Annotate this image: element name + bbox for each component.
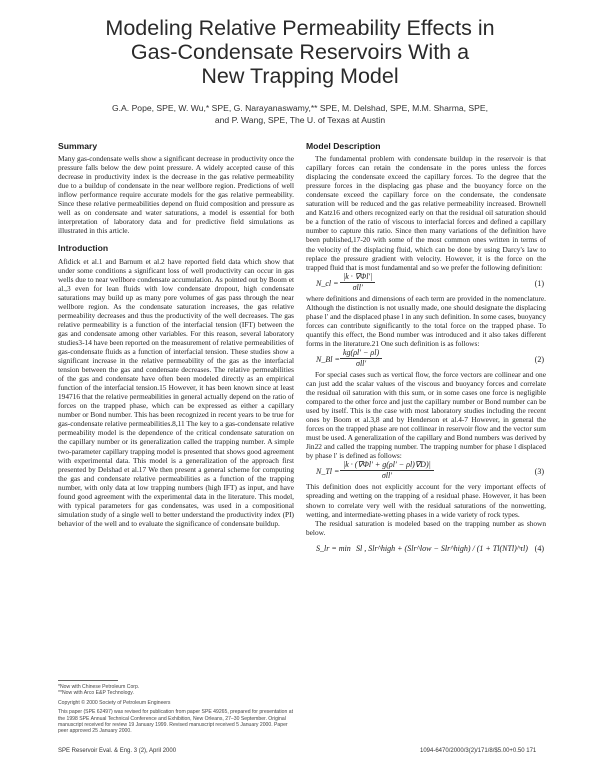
eq2-denominator: σll′ — [356, 358, 367, 368]
eq2-numerator: kg(ρl′ − ρl) — [340, 348, 382, 359]
eq3-denominator: σll′ — [381, 471, 392, 481]
footnote: *Now with Chinese Petroleum Corp. — [58, 684, 140, 690]
equation-1 — [306, 272, 546, 294]
model-heading: Model Description — [306, 141, 381, 151]
equation-4 — [306, 537, 546, 559]
paper-history: This paper (SPE 62497) was revised for publication from paper SPE 49265, prepared for presentation at the 1998 SPE Annual Technical Conference and Exhibition, New Orleans, 27–30 September. Original manuscript received for review 19 January 1999. Revised manuscript received 5 January 2000. Paper peer approved 25 January 2000. — [58, 709, 294, 735]
footnote: **Now with Arco E&P Technology. — [58, 690, 134, 697]
copyright: Copyright © 2000 Society of Petroleum Engineers — [58, 699, 171, 706]
eq2-lhs: N_Bl = — [316, 354, 340, 364]
title-line: New Trapping Model — [201, 64, 399, 88]
eq4-body: Sl , Slr^high + (Slr^low − Slr^high) / (1 + Tl(NTl)^τl) — [356, 543, 528, 553]
eq1-denominator: σll′ — [352, 282, 363, 292]
title-line: Gas-Condensate Reservoirs With a — [130, 40, 470, 64]
summary-heading: Summary — [58, 141, 98, 151]
model-paragraph-3: For special cases such as vertical flow, the force vectors are collinear and one can just add the scalar values of the viscous and buoyancy forces and correlate the residual oil saturation with this sum, or in some cases one force is negligible compared to the other force and just the capillary number or Bond number can be used by itself. This is the case with most laboratory studies including the recent ones by Boom et al.3,8 and by Henderson et al.4-7 However, in general the forces on the trapped phase are not collinear in reservoir flow and the vector sum must be used. A generalization of the capillary and Bond numbers was derived by Jin22 and called the trapping number. The trapping number for phase l displaced by phase l′ is defined as follows: — [306, 369, 546, 461]
model-paragraph-5: The residual saturation is modeled based on the trapping number as shown below. — [306, 518, 546, 537]
title-line: Modeling Relative Permeability Effects in — [105, 16, 495, 40]
eq2-number: (2) — [534, 354, 544, 364]
introduction-heading: Introduction — [58, 243, 109, 254]
authors-line: and P. Wang, SPE, The U. of Texas at Austin — [214, 115, 386, 125]
author-list — [60, 102, 540, 126]
eq3-numerator: |k · (∇Φl′ + g(ρl′ − ρl)∇D)| — [340, 460, 434, 471]
eq1-numerator: |k · ∇Φl′| — [340, 272, 375, 283]
equation-3 — [306, 460, 546, 482]
paper-title — [40, 16, 560, 88]
introduction-text: Afidick et al.1 and Barnum et al.2 have reported field data which show that under some conditions a significant loss of well productivity can occur in gas wells due to near wellbore condensate accumulation. As pointed out by Boom et al.,3 even for lean fluids with low condensate dropout, high condensate saturations may build up as many pore volumes of gas pass through the near wellbore region. As the condensate saturation increases, the gas relative permeability decreases and thus the productivity of the well decreases. The gas relative permeability is a function of the interfacial tension (IFT) between the gas and condensate among other variables. For this reason, several laboratory studies3-14 have been reported on the measurement of relative permeabilities of gas-condensate fluids as a function of interfacial tension. These studies show a significant increase in the relative permeability of the gas as the interfacial tension between the gas and condensate decreases. The relative permeabilities of the gas and condensate have often been modeled directly as an empirical function of the interfacial tension.15 However, it has been known since at least 194716 that the relative permeabilities in general actually depend on the ratio of forces on the trapped phase, which can be expressed as either a capillary number or Bond number. This has been recognized in recent years to be true for gas-condensate relative permeabilities.8,11 The key to a gas-condensate relative permeability model is the dependence of the critical condensate saturation on the capillary number or its generalization called the trapping number. A simple two-parameter capillary trapping model is presented that shows good agreement with experimental data. This model is a generalization of the approach first presented by Delshad et al.17 We then present a general scheme for computing the gas and condensate relative permeabilities as a function of the trapping number, with only data at low trapping numbers (high IFT) as input, and have found good agreement with the experimental data in the literature. This model, with typical parameters for gas condensates, was used in a compositional simulation study of a single well to better understand the productivity index (PI) behavior of the well and to evaluate the significance of condensate buildup. — [58, 256, 294, 528]
model-paragraph-4: This definition does not explicitly account for the very important effects of spreading and wetting on the trapping of a residual phase. However, it has been shown to correlate very well with the residual saturations of the nonwetting, wetting, and intermediate-wetting phases in a wide variety of rock types. — [306, 482, 546, 519]
journal-citation: SPE Reservoir Eval. & Eng. 3 (2), April 2000 — [58, 748, 177, 754]
model-paragraph-1: The fundamental problem with condensate buildup in the reservoir is that capillary forces can retain the condensate in the pores unless the forces displacing the condensate exceed the capillary forces. To the degree that the pressure forces in the displacing gas phase and the buoyancy force on the condensate exceed the capillary force on the condensate, the condensate saturation will be reduced and the gas relative permeability increased. Brownell and Katz16 and others recognized early on that the residual oil saturation should be a function of the ratio of viscous to interfacial forces and defined a capillary number to capture this ratio. Since then many variations of the definition have been published,17-20 with some of the most common ones written in terms of the velocity of the displacing fluid, which can be done by using Darcy's law to replace the pressure gradient with velocity. However, it is the force on the trapped fluid that is most fundamental and so we prefer the following definition: — [306, 154, 546, 272]
eq3-lhs: N_Tl = — [316, 467, 340, 477]
left-column — [58, 142, 294, 528]
authors-line: G.A. Pope, SPE, W. Wu,* SPE, G. Narayanaswamy,** SPE, M. Delshad, SPE, M.M. Sharma, SPE, — [111, 103, 489, 113]
page-info: 1094-6470/2000/3(2)/171/8/$5.00+0.50 171 — [420, 748, 537, 754]
model-paragraph-2: where definitions and dimensions of each term are provided in the nomenclature. Although the distinction is not usually made, one should designate the displacing phase l′ and the displaced phase l in any such definition. In some cases, buoyancy forces can contribute significantly to the total force on the trapped phase. To quantify this effect, the Bond number was introduced and it also takes different forms in the literature.21 One such definition is as follows: — [306, 293, 546, 348]
eq4-number: (4) — [534, 543, 544, 553]
footnotes — [58, 680, 294, 735]
summary-text: Many gas-condensate wells show a significant decrease in productivity once the pressure falls below the dew point pressure. A widely accepted cause of this decrease in productivity index is the decrease in the gas relative permeability due to a buildup of condensate in the near wellbore region. Predictions of well inflow performance require accurate models for the gas relative permeability. Since these relative permeabilities depend on fluid composition and pressure as well as on condensate and water saturations, a model is essential for both interpretation of laboratory data and for predictive field simulations as illustrated in this article. — [58, 154, 294, 236]
eq3-number: (3) — [534, 467, 544, 477]
right-column — [306, 142, 546, 559]
equation-2 — [306, 348, 546, 370]
eq1-lhs: N_cl = — [316, 278, 339, 288]
eq4-lhs: S_lr = min — [316, 543, 351, 553]
eq1-number: (1) — [534, 278, 544, 288]
